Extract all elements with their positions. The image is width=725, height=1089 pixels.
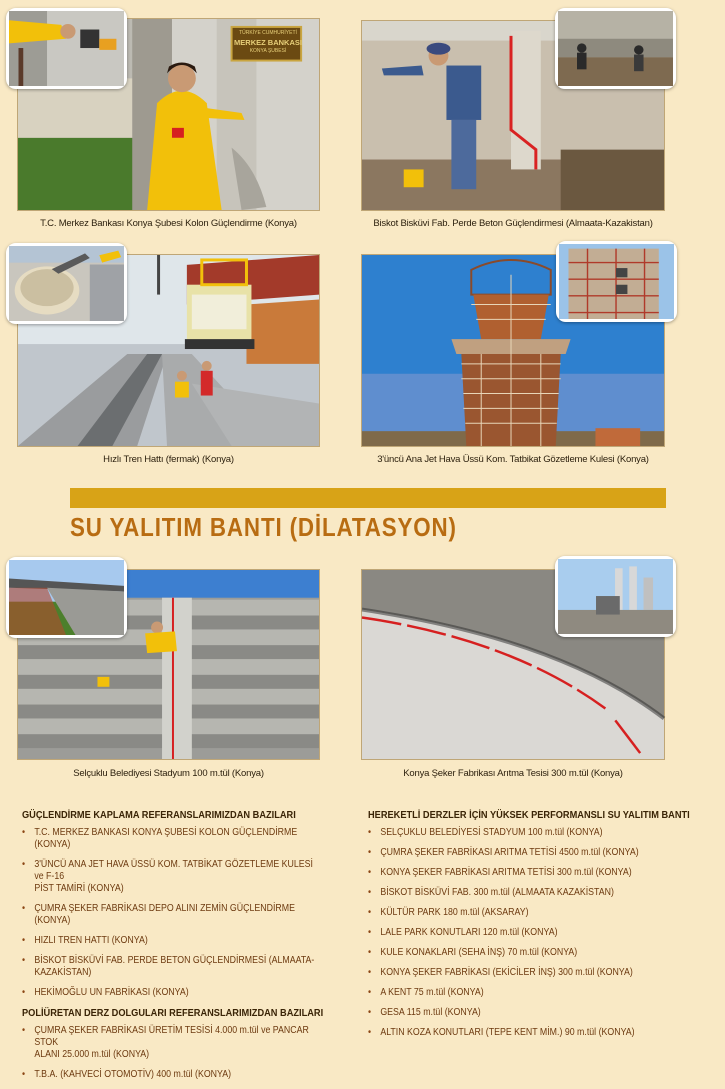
photo-caption: Konya Şeker Fabrikası Arıtma Tesisi 300 m.tül (Konya) bbox=[403, 768, 623, 779]
bullet-icon: • bbox=[368, 967, 372, 978]
bullet-icon: • bbox=[22, 859, 26, 870]
list-item bbox=[368, 867, 667, 879]
list-item-text: GESA 115 m.tül (KONYA) bbox=[380, 1007, 481, 1018]
building-scaffold-icon bbox=[556, 241, 677, 322]
photo-caption: Selçuklu Belediyesi Stadyum 100 m.tül (Konya) bbox=[73, 768, 264, 779]
list-item bbox=[368, 907, 667, 919]
list-item-text: LALE PARK KONUTLARI 120 m.tül (KONYA) bbox=[380, 927, 558, 938]
guclendirme-list bbox=[22, 827, 362, 999]
list-item bbox=[368, 887, 667, 899]
list-item-text: BİSKOT BİSKÜVİ FAB. PERDE BETON GÜÇLENDİRMESİ (ALMAATA-KAZAKİSTAN) bbox=[34, 955, 315, 978]
bullet-icon: • bbox=[368, 987, 372, 998]
bullet-icon: • bbox=[22, 987, 26, 998]
bullet-icon: • bbox=[368, 927, 372, 938]
photo-caption: Biskot Bisküvi Fab. Perde Beton Güçlendirmesi (Almaata-Kazakistan) bbox=[373, 218, 653, 229]
bullet-icon: • bbox=[368, 1007, 372, 1018]
bullet-icon: • bbox=[22, 935, 26, 946]
left-reference-list bbox=[22, 809, 362, 1089]
list-item-text: A KENT 75 m.tül (KONYA) bbox=[380, 987, 484, 998]
sign-main-text: MERKEZ BANKASI bbox=[234, 38, 302, 47]
list-item bbox=[368, 927, 667, 939]
bucket-icon bbox=[6, 243, 127, 324]
list-item bbox=[368, 947, 667, 959]
bullet-icon: • bbox=[22, 1069, 26, 1080]
list-item-text: T.B.A. (KAHVECİ OTOMOTİV) 400 m.tül (KONYA) bbox=[34, 1069, 232, 1080]
bullet-icon: • bbox=[22, 827, 26, 838]
list-item-text: KÜLTÜR PARK 180 m.tül (AKSARAY) bbox=[380, 907, 529, 918]
list-item-text: HEKİMOĞLU UN FABRİKASI (KONYA) bbox=[34, 987, 189, 998]
photo-caption: Hızlı Tren Hattı (fermak) (Konya) bbox=[103, 454, 234, 465]
list-item bbox=[22, 859, 321, 895]
list-item bbox=[368, 1027, 667, 1039]
list-heading-su-yalitim: HEREKETLİ DERZLER İÇİN YÜKSEK PERFORMANSLI SU YALITIM BANTI bbox=[368, 809, 690, 821]
section-divider-bar bbox=[70, 488, 666, 508]
list-item bbox=[22, 935, 321, 947]
list-item-text: ALTIN KOZA KONUTLARI (TEPE KENT MİM.) 90 m.tül (KONYA) bbox=[380, 1027, 635, 1038]
photo-caption: 3'üncü Ana Jet Hava Üssü Kom. Tatbikat Gözetleme Kulesi (Konya) bbox=[377, 454, 649, 465]
list-item bbox=[368, 987, 667, 999]
list-item bbox=[22, 1069, 321, 1081]
stadium-icon bbox=[6, 557, 127, 638]
workers-icon bbox=[555, 8, 676, 89]
bullet-icon: • bbox=[22, 955, 26, 966]
sign-bottom-text: KONYA ŞUBESİ bbox=[249, 48, 287, 54]
list-item-text: ÇUMRA ŞEKER FABRİKASI DEPO ALINI ZEMİN GÜÇLENDİRME (KONYA) bbox=[34, 903, 295, 926]
list-item bbox=[368, 967, 667, 979]
bullet-icon: • bbox=[368, 847, 372, 858]
bullet-icon: • bbox=[368, 827, 372, 838]
right-reference-list bbox=[368, 809, 708, 1047]
bullet-icon: • bbox=[368, 867, 372, 878]
list-item-text: BİSKOT BİSKÜVİ FAB. 300 m.tül (ALMAATA KAZAKİSTAN) bbox=[380, 887, 614, 898]
bullet-icon: • bbox=[22, 1025, 26, 1036]
su-yalitim-list bbox=[368, 827, 708, 1039]
list-item-text: ÇUMRA ŞEKER FABRİKASI ARITMA TETİSİ 4500 m.tül (KONYA) bbox=[380, 847, 639, 858]
list-item-text: SELÇUKLU BELEDİYESİ STADYUM 100 m.tül (KONYA) bbox=[380, 827, 603, 838]
list-heading-guclendirme: GÜÇLENDİRME KAPLAMA REFERANSLARIMIZDAN BAZILARI bbox=[22, 809, 296, 821]
list-item bbox=[368, 827, 667, 839]
poliuretan-list bbox=[22, 1025, 362, 1081]
list-item bbox=[22, 955, 321, 979]
list-item bbox=[22, 987, 321, 999]
section-title: SU YALITIM BANTI (DİLATASYON) bbox=[70, 512, 457, 542]
list-item-text: T.C. MERKEZ BANKASI KONYA ŞUBESİ KOLON GÜÇLENDİRME (KONYA) bbox=[34, 827, 298, 850]
list-item bbox=[368, 847, 667, 859]
list-item-text: KONYA ŞEKER FABRİKASI (EKİCİLER İNŞ) 300 m.tül (KONYA) bbox=[380, 967, 633, 978]
bullet-icon: • bbox=[368, 947, 372, 958]
list-heading-poliuretan: POLİÜRETAN DERZ DOLGULARI REFERANSLARIMIZDAN BAZILARI bbox=[22, 1007, 324, 1019]
bullet-icon: • bbox=[368, 887, 372, 898]
list-item bbox=[22, 903, 321, 927]
list-item-text: HIZLI TREN HATTI (KONYA) bbox=[34, 935, 148, 946]
worker-hand-icon bbox=[6, 8, 127, 89]
list-item bbox=[368, 1007, 667, 1019]
bullet-icon: • bbox=[22, 903, 26, 914]
list-item-text: 3'ÜNCÜ ANA JET HAVA ÜSSÜ KOM. TATBİKAT GÖZETLEME KULESİ ve F-16 PİST TAMİRİ (KONYA) bbox=[34, 859, 313, 894]
list-item-text: KULE KONAKLARI (SEHA İNŞ) 70 m.tül (KONYA) bbox=[380, 947, 578, 958]
list-item-text: KONYA ŞEKER FABRİKASI ARITMA TETİSİ 300 m.tül (KONYA) bbox=[380, 867, 632, 878]
photo-caption: T.C. Merkez Bankası Konya Şubesi Kolon Güçlendirme (Konya) bbox=[40, 218, 297, 229]
factory-icon bbox=[555, 556, 676, 637]
list-item bbox=[22, 1025, 321, 1061]
bullet-icon: • bbox=[368, 907, 372, 918]
list-item bbox=[22, 827, 321, 851]
bullet-icon: • bbox=[368, 1027, 372, 1038]
list-item-text: ÇUMRA ŞEKER FABRİKASI ÜRETİM TESİSİ 4.000 m.tül ve PANCAR STOK ALANI 25.000 m.tül (KONYA) bbox=[34, 1025, 309, 1060]
sign-top-text: TÜRKİYE CUMHURİYETİ bbox=[239, 30, 297, 36]
